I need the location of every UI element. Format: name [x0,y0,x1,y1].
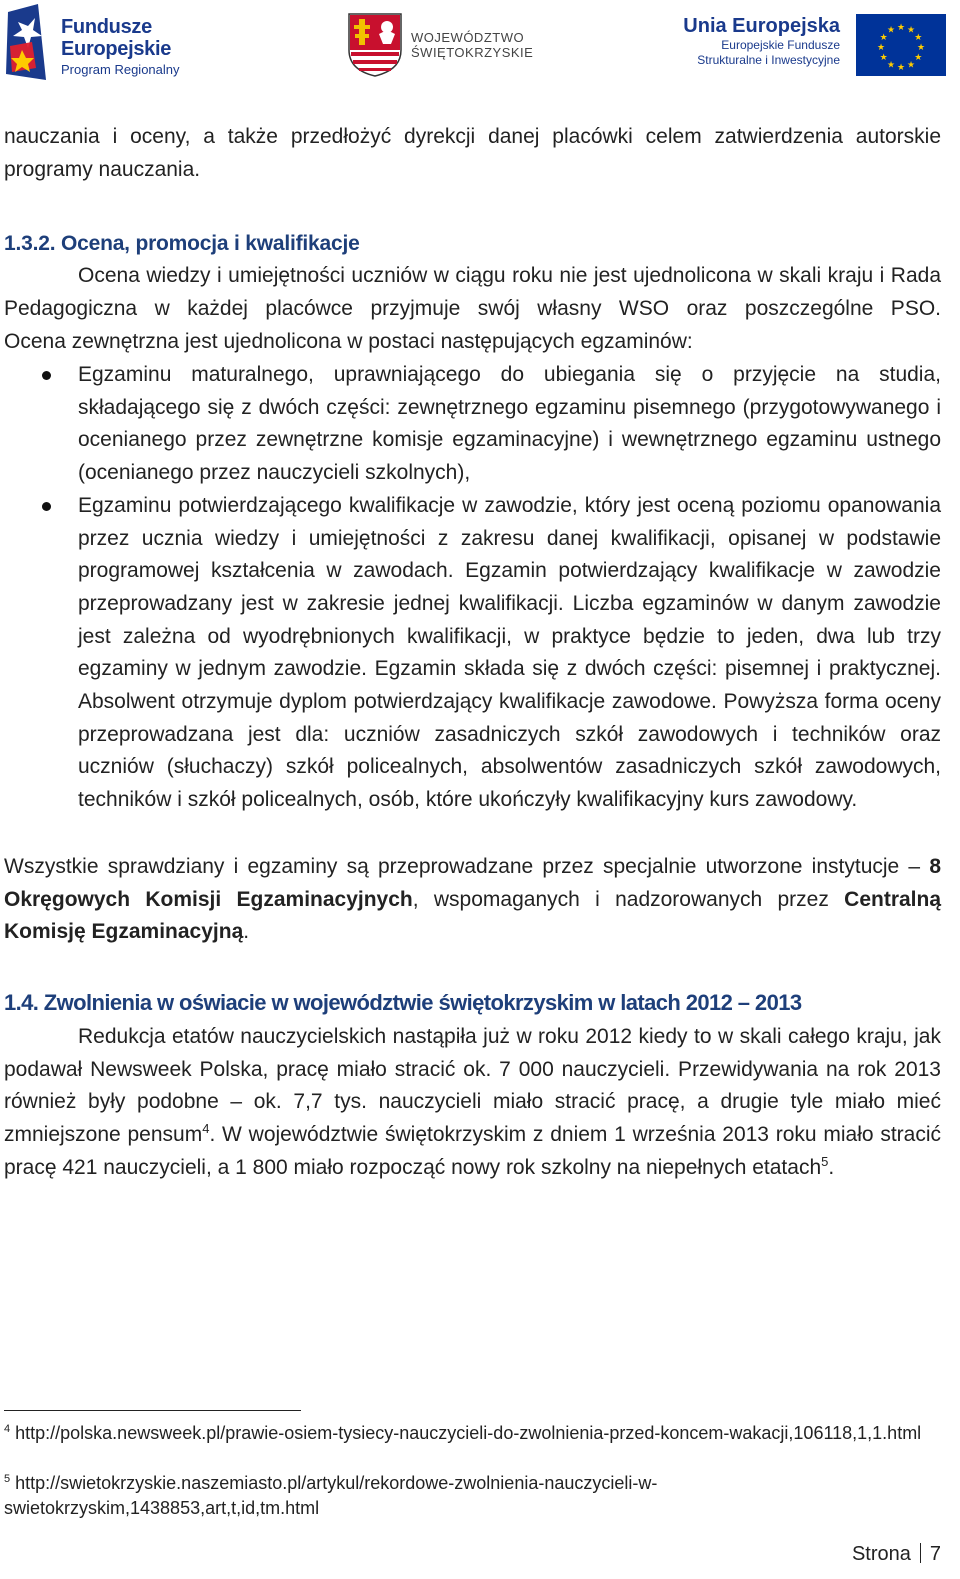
boards-text-middle: , wspomaganych i nadzorowanych przez [412,887,845,911]
bullet-text-vocational: Egzaminu potwierdzającego kwalifikacje w zawodzie, który jest oceną poziomu opanowania przez ucznia wiedzy i umiejętności z zakresu danej kwalifikacji, opisanej w podstawie programowej kształcenia w zawodach. Egzamin potwierdzający kwalifikacje w zawodzie przeprowadzany jest w zakresie jednej kwalifikacji. Liczba egzaminów w danym zawodzie jest zależna od wyodrębnionych kwalifikacji, w praktyce będzie to jeden, dwa lub trzy egzaminy w jednym zawodzie. Egzamin składa się z dwóch części: pisemnej i praktycznej. Absolwent otrzymuje dyplom potwierdzający kwalifikacje zawodowe. Powyższa forma oceny przeprowadzana jest dla: uczniów zasadniczych szkół zawodowych i techników oraz uczniów (słuchaczy) szkół policealnych, absolwentów zasadniczych szkół zawodowych, techników i szkół policealnych, osób, które ukończyły kwalifikacyjny kurs zawodowy. [78,493,941,812]
exam-bullet-list [0,359,941,817]
fe-logo-text [61,16,180,76]
external-assessment-lead: Ocena zewnętrzna jest ujednolicona w postaci następujących egzaminów: [4,330,693,353]
bullet-text-matura: Egzaminu maturalnego, uprawniającego do ubiegania się o przyjęcie na studia, składającego się z dwóch części: zewnętrznego egzaminu pisemnego (przygotowywanego i ocenianego przez zewnętrzne komisje egzaminacyjne) i wewnętrznego egzaminu ustnego (ocenianego przez nauczycieli szkolnych), [78,363,941,485]
eu-subtitle-line2: Strukturalne i Inwestycyjne [697,53,840,67]
layoffs-text-part1: Redukcja etatów nauczycielskich nastąpiła już w roku 2012 kiedy to w skali całego kraju, jak podawał Newsweek Polska, pracę miało stracić ok. 7 000 nauczycieli. Przewidywania na rok 2013 również były podobne – ok. 7,7 tys. nauczycieli miało stracić pracę, a drugie tyle miało mieć zmniejszone pensum [4,1025,941,1147]
bullet-icon [42,502,51,511]
svg-text:★: ★ [879,53,888,63]
eu-subtitle-line1: Europejskie Fundusze [721,38,840,52]
svg-text:★: ★ [906,60,916,71]
page-label: Strona [851,1543,911,1565]
list-item [0,359,941,490]
eu-title: Unia Europejska [683,15,840,37]
regional-boards-name: 8 Okręgowych Komisji Egzaminacyjnych [4,855,941,911]
region-logo-text [411,30,533,60]
svg-text:★: ★ [906,25,916,36]
layoffs-text-part2: . W województwie świętokrzyskim z dniem 1 września 2013 roku miało stracić pracę 421 nauczycieli, a 1 800 miało rozpocząć nowy rok szkolny na niepełnych etatach [4,1123,942,1179]
footnote-4-link[interactable]: http://polska.newsweek.pl/prawie-osiem-tysiecy-nauczycieli-do-zwolnienia-przed-koncem-wakacji,106118,1,1.html [10,1423,922,1443]
section-heading-1-4: 1.4. Zwolnienia w oświacie w województwie świętokrzyskim w latach 2012 – 2013 [4,990,802,1015]
footnote-ref-4[interactable]: 4 [202,1121,210,1137]
footnote-5 [4,1471,944,1521]
layoffs-text-part3: . [828,1155,835,1179]
svg-text:★: ★ [896,23,906,33]
central-board-name: Centralną Komisję Egzaminacyjną [4,887,942,944]
svg-text:★: ★ [886,60,896,71]
boards-text-end: . [243,920,250,944]
footnote-separator [4,1410,301,1411]
svg-text:★: ★ [896,63,906,73]
region-line1: WOJEWÓDZTWO [411,30,525,45]
footnote-4 [4,1421,944,1446]
svg-text:★: ★ [879,33,888,43]
svg-text:★: ★ [914,33,923,43]
svg-text:★: ★ [876,43,886,53]
eu-logo-text [664,14,840,68]
fe-title-line1: Fundusze [61,16,152,38]
fe-star-emblem-icon [2,2,50,82]
examination-boards-paragraph [4,851,941,949]
page-number-value: 7 [929,1543,941,1565]
page-number [852,1541,941,1567]
svg-text:★: ★ [886,25,896,36]
fundusze-europejskie-logo [2,2,202,84]
unia-europejska-logo [664,14,949,78]
page-number-divider [920,1543,921,1563]
svg-text:★: ★ [914,53,923,63]
section-1-3-2-paragraph: Ocena wiedzy i umiejętności uczniów w ciągu roku nie jest ujednolicona w skali kraju i Rada Pedagogiczna w każdej placówce przyjmuje swój własny WSO oraz poszczególne PSO. [4,264,941,320]
svg-text:★: ★ [916,43,926,53]
fe-title-line2: Europejskie [61,38,172,60]
fe-subtitle: Program Regionalny [61,62,180,77]
section-heading-1-3-2: 1.3.2. Ocena, promocja i kwalifikacje [4,232,360,255]
eu-flag-icon [856,14,946,76]
footnote-number-4: 4 [4,1423,11,1435]
footnote-5-link[interactable]: http://swietokrzyskie.naszemiasto.pl/artykul/rekordowe-zwolnienia-nauczycieli-w-swietokrzyskim,1438853,art,t,id,tm.html [4,1473,658,1518]
section-1-4-paragraph [4,1021,941,1185]
footnote-number-5: 5 [4,1473,11,1485]
intro-paragraph: nauczania i oceny, a także przedłożyć dyrekcji danej placówki celem zatwierdzenia autorskie programy nauczania. [4,125,941,181]
coat-of-arms-icon [345,12,405,78]
list-item [0,490,941,817]
wojewodztwo-swietokrzyskie-logo [345,12,535,82]
region-line2: ŚWIĘTOKRZYSKIE [411,45,534,60]
page-header [0,0,960,90]
boards-text-start: Wszystkie sprawdziany i egzaminy są przeprowadzane przez specjalnie utworzone instytucje – [4,855,930,878]
footnote-ref-5[interactable]: 5 [821,1153,829,1169]
bullet-icon [42,371,51,380]
